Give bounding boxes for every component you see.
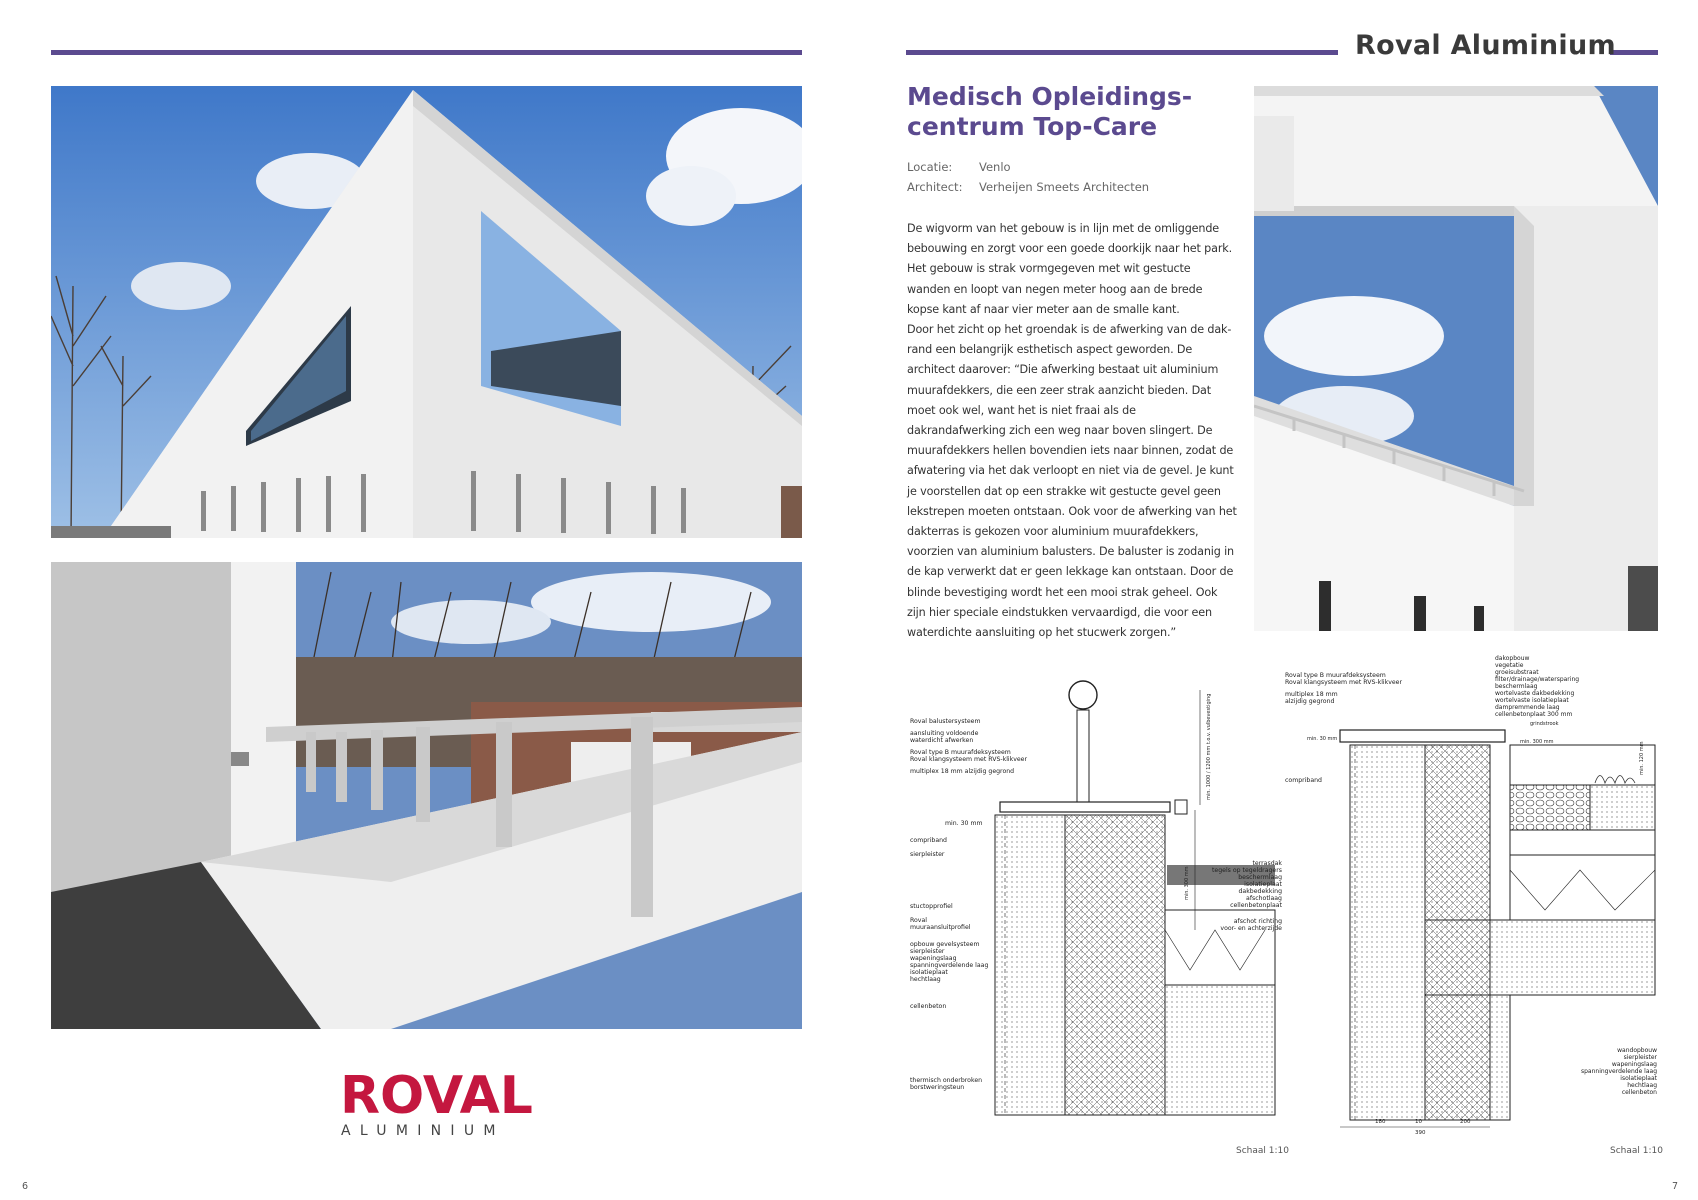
photo-balcony-railing — [51, 562, 802, 1029]
header-brand: Roval Aluminium — [1355, 30, 1616, 61]
top-rule-right — [906, 50, 1338, 55]
drawing-label: cellenbetonplaat — [1230, 902, 1282, 909]
drawing-label: dakopbouw — [1495, 655, 1530, 662]
article-paragraph: De wigvorm van het gebouw is in lijn met de omliggende bebouwing en zorgt voor een goede doorkijk naar het park. Het gebouw is strak vormgegeven met wit gestucte wanden en loopt van negen meter hoog aan de brede kopse kant af naar vier meter aan de smalle kant. — [907, 222, 1233, 316]
drawing-dimension: min. 300 mm — [1184, 866, 1190, 900]
scale-left: Schaal 1:10 — [1236, 1146, 1289, 1156]
drawing-label: thermisch onderbroken — [910, 1077, 983, 1084]
location-label: Locatie: — [907, 160, 953, 174]
project-title-line2: centrum Top-Care — [907, 112, 1158, 141]
drawing-label: isolatieplaat — [1244, 881, 1282, 888]
top-rule-left — [51, 50, 802, 55]
drawing-label: Roval type B muurafdeksysteem — [1285, 672, 1386, 679]
drawing-label: dakbedekking — [1238, 888, 1282, 895]
drawing-label: waterdicht afwerken — [910, 737, 974, 744]
drawing-label: opbouw gevelsysteem — [910, 941, 980, 948]
drawing-label: compriband — [910, 837, 947, 844]
roval-logo-subtitle: ALUMINIUM — [341, 1123, 505, 1139]
drawing-label: voor- en achterzijde — [1220, 925, 1282, 932]
drawing-label: sierpleister — [1623, 1054, 1657, 1061]
drawing-label: filter/drainage/watersparing — [1495, 676, 1580, 683]
drawing-label: muuraansluitprofiel — [910, 924, 971, 931]
drawing-label: cellenbeton — [910, 1003, 947, 1010]
drawing-label: Roval balustersysteem — [910, 718, 981, 725]
drawing-label: terrasdak — [1252, 860, 1282, 867]
drawing-dimension: min. 1000 / 1200 mm t.o.v. vulbevestiging — [1206, 693, 1212, 800]
drawing-dimension: min. 300 mm — [1520, 739, 1554, 745]
drawing-right-wall-labels — [1581, 1047, 1658, 1096]
technical-drawing-left — [905, 670, 1285, 1130]
drawing-label: sierpleister — [910, 851, 945, 858]
drawing-label: spanningverdelende laag — [910, 962, 989, 969]
drawing-label: compriband — [1285, 777, 1322, 784]
drawing-label: spanningverdelende laag — [1581, 1068, 1657, 1075]
project-title — [907, 82, 1237, 142]
drawing-label: multiplex 18 mm alzijdig gegrond — [910, 768, 1015, 775]
drawing-label: cellenbeton — [1621, 1089, 1657, 1096]
drawing-label: wortelvaste dakbedekking — [1495, 690, 1575, 697]
drawing-label: multiplex 18 mm — [1285, 691, 1338, 698]
location-value: Venlo — [979, 160, 1011, 174]
drawing-dimension: min. 30 mm — [1307, 736, 1338, 742]
drawing-label: afschot richting — [1233, 918, 1282, 925]
drawing-dimension: min. 120 mm — [1639, 741, 1645, 775]
drawing-label: Roval — [910, 917, 927, 924]
drawing-label: aansluiting voldoende — [910, 730, 979, 737]
photo-building-detail — [1254, 86, 1658, 631]
drawing-label: Roval klangsysteem met RVS-klikveer — [1285, 679, 1403, 686]
drawing-label: wortelvaste isolatieplaat — [1495, 697, 1569, 704]
page-number-left: 6 — [22, 1181, 29, 1192]
roval-logo-word: ROVAL — [340, 1066, 533, 1126]
meta-architect — [907, 180, 1149, 194]
drawing-label: tegels op tegeldragers — [1211, 867, 1282, 874]
scale-right: Schaal 1:10 — [1610, 1146, 1663, 1156]
drawing-label: stuctopprofiel — [910, 903, 953, 910]
drawing-label: dampremmende laag — [1495, 704, 1560, 711]
top-rule-right-end — [1610, 50, 1658, 55]
drawing-label: beschermlaag — [1495, 683, 1538, 690]
article-body — [907, 219, 1237, 643]
drawing-label: wandopbouw — [1617, 1047, 1657, 1054]
drawing-label: groeisubstraat — [1495, 669, 1539, 676]
drawing-label: Roval klangsysteem met RVS-klikveer — [910, 756, 1028, 763]
drawing-label: vegetatie — [1495, 662, 1524, 669]
drawing-label: alzijdig gegrond — [1285, 698, 1335, 705]
page-number-right: 7 — [1672, 1181, 1679, 1192]
drawing-dimension: 390 — [1415, 1130, 1426, 1135]
article-paragraph: Door het zicht op het groendak is de afwerking van de dak-rand een belangrijk esthetisch aspect geworden. De architect daarover: “Die afwerking bestaat uit aluminium muurafdekkers, die een zeer strak aanzicht bieden. Dat moet ook wel, want het is niet fraai als de dakrandafwerking zich een weg naar boven slingert. De muurafdekkers hellen bovendien iets naar binnen, zodat de afwatering via het dak verloopt en niet via de gevel. Je kunt je voorstellen dat op een strakke wit gestucte gevel geen lekstrepen moeten ontstaan. Ook voor de afwerking van het dakterras is gekozen voor aluminium muurafdekkers, voorzien van aluminium balusters. De baluster is zodanig in de kap verwerkt dat er geen lekkage kan ontstaan. Door de blinde bevestiging wordt het een mooi strak geheel. Ook zijn hier speciale eindstukken vervaardigd, die voor een waterdichte aansluiting op het stucwerk zorgen.” — [907, 323, 1237, 640]
drawing-dimension: grindstrook — [1530, 721, 1559, 727]
drawing-dimension: 10 — [1415, 1119, 1422, 1125]
drawing-label: sierpleister — [910, 948, 945, 955]
drawing-label: afschotlaag — [1246, 895, 1282, 902]
drawing-right-roof-labels — [1495, 655, 1579, 718]
drawing-label: borstweringsteun — [910, 1084, 965, 1091]
photo-building-exterior — [51, 86, 802, 538]
drawing-label: wapeningslaag — [1611, 1061, 1657, 1068]
drawing-label: wapeningslaag — [910, 955, 957, 962]
drawing-left-right-labels — [1212, 860, 1283, 932]
drawing-label: hechtlaag — [1627, 1082, 1657, 1089]
drawing-label: cellenbetonplaat 300 mm — [1495, 711, 1573, 718]
drawing-label: Roval type B muurafdeksysteem — [910, 749, 1011, 756]
technical-drawing-right — [1285, 655, 1660, 1135]
drawing-label: isolatieplaat — [1620, 1075, 1657, 1082]
architect-label: Architect: — [907, 180, 963, 194]
drawing-dimension: 180 — [1375, 1119, 1386, 1125]
drawing-label: isolatieplaat — [910, 969, 948, 976]
meta-location — [907, 160, 1011, 174]
project-title-line1: Medisch Opleidings- — [907, 82, 1193, 111]
drawing-label: min. 30 mm — [945, 820, 983, 827]
drawing-label: hechtlaag — [910, 976, 941, 983]
architect-value: Verheijen Smeets Architecten — [979, 180, 1150, 194]
drawing-label: beschermlaag — [1238, 874, 1282, 881]
drawing-dimension: 200 — [1460, 1119, 1471, 1125]
